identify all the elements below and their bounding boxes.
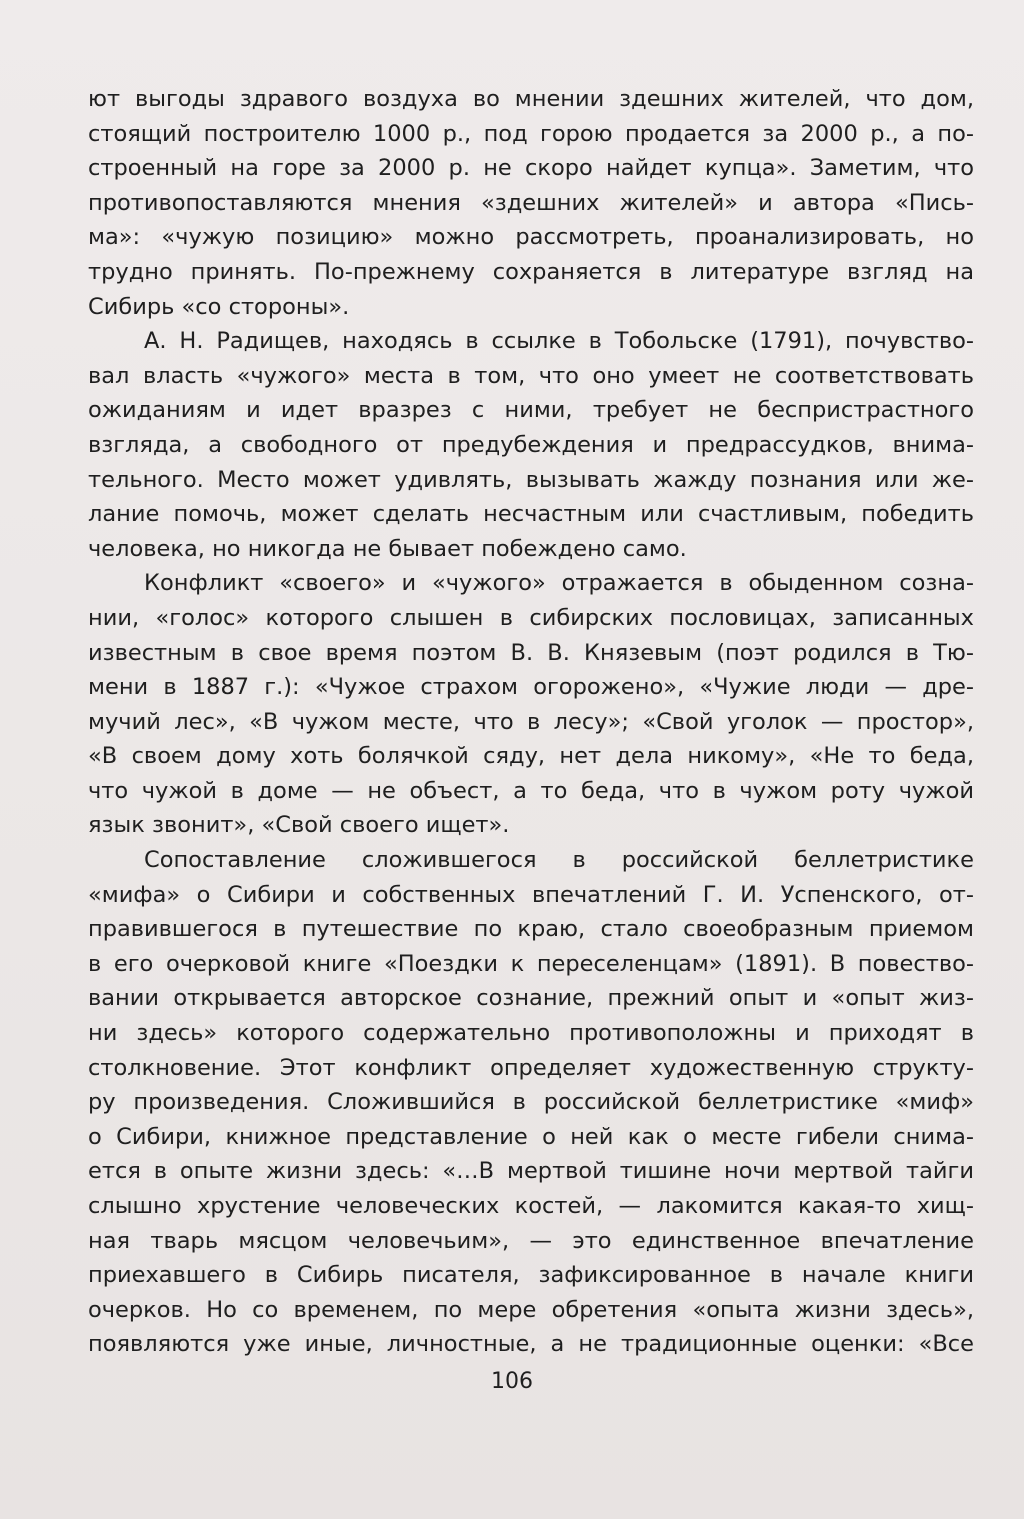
text-line: противопоставляются мнения «здешних жителей» и автора «Пись- bbox=[88, 189, 974, 216]
text-line: тельного. Место может удивлять, вызывать жажду познания или же- bbox=[88, 466, 974, 493]
text-line: ная тварь мясцом человечьим», — это единственное впечатление bbox=[88, 1227, 974, 1254]
text-line: «мифа» о Сибири и собственных впечатлений Г. И. Успенского, от- bbox=[88, 881, 974, 908]
text-line: ется в опыте жизни здесь: «…В мертвой тишине ночи мертвой тайги bbox=[88, 1158, 974, 1185]
text-line: Сибирь «со стороны». bbox=[88, 293, 350, 320]
text-line: ют выгоды здравого воздуха во мнении здешних жителей, что дом, bbox=[88, 86, 974, 112]
text-line: нии, «голос» которого слышен в сибирских пословицах, записанных bbox=[88, 604, 974, 631]
text-line: слышно хрустение человеческих костей, — лакомится какая-то хищ- bbox=[88, 1193, 974, 1219]
text-line: правившегося в путешествие по краю, стало своеобразным приемом bbox=[88, 916, 974, 943]
text-line: приехавшего в Сибирь писателя, зафиксированное в начале книги bbox=[88, 1262, 974, 1289]
body-text bbox=[88, 82, 974, 1362]
text-line: мучий лес», «В чужом месте, что в лесу»; «Свой уголок — простор», bbox=[88, 708, 974, 735]
text-line: Конфликт «своего» и «чужого» отражается в обыденном созна- bbox=[144, 570, 974, 597]
text-line: лание помочь, может сделать несчастным или счастливым, победить bbox=[88, 501, 974, 528]
text-line: мени в 1887 г.): «Чужое страхом огорожено», «Чужие люди — дре- bbox=[88, 674, 974, 701]
text-line: ма»: «чужую позицию» можно рассмотреть, проанализировать, но bbox=[88, 224, 974, 251]
text-line: ожиданиям и идет вразрез с ними, требует не беспристрастного bbox=[88, 397, 974, 424]
text-line: ру произведения. Сложившийся в российской беллетристике «миф» bbox=[88, 1089, 974, 1116]
text-line: в его очерковой книге «Поездки к переселенцам» (1891). В повество- bbox=[88, 950, 974, 977]
text-line: появляются уже иные, личностные, а не традиционные оценки: «Все bbox=[88, 1331, 974, 1358]
text-line: трудно принять. По-прежнему сохраняется в литературе взгляд на bbox=[88, 258, 974, 285]
text-line: человека, но никогда не бывает побеждено само. bbox=[88, 535, 687, 562]
text-line: Сопоставление сложившегося в российской беллетристике bbox=[144, 847, 974, 874]
text-line: о Сибири, книжное представление о ней как о месте гибели снима- bbox=[88, 1123, 974, 1150]
text-line: стоящий построителю 1000 р., под горою продается за 2000 р., а по- bbox=[88, 120, 974, 147]
text-line: А. Н. Радищев, находясь в ссылке в Тобольске (1791), почувство- bbox=[144, 328, 974, 355]
text-line: ни здесь» которого содержательно противоположны и приходят в bbox=[88, 1020, 974, 1047]
text-line: что чужой в доме — не объест, а то беда, что в чужом роту чужой bbox=[88, 777, 974, 804]
text-line: известным в свое время поэтом В. В. Князевым (поэт родился в Тю- bbox=[88, 639, 974, 666]
text-line: столкновение. Этот конфликт определяет художественную структу- bbox=[88, 1054, 974, 1081]
text-line: очерков. Но со временем, по мере обретения «опыта жизни здесь», bbox=[88, 1296, 974, 1323]
text-line: строенный на горе за 2000 р. не скоро найдет купца». Заметим, что bbox=[88, 155, 974, 182]
text-line: язык звонит», «Свой своего ищет». bbox=[88, 812, 510, 839]
text-line: вании открывается авторское сознание, прежний опыт и «опыт жиз- bbox=[88, 985, 974, 1012]
text-line: взгляда, а свободного от предубеждения и предрассудков, внима- bbox=[88, 431, 974, 458]
text-line: «В своем дому хоть болячкой сяду, нет дела никому», «Не то беда, bbox=[88, 743, 974, 770]
page-number: 106 bbox=[491, 1369, 533, 1394]
text-line: вал власть «чужого» места в том, что оно умеет не соответствовать bbox=[88, 362, 974, 389]
